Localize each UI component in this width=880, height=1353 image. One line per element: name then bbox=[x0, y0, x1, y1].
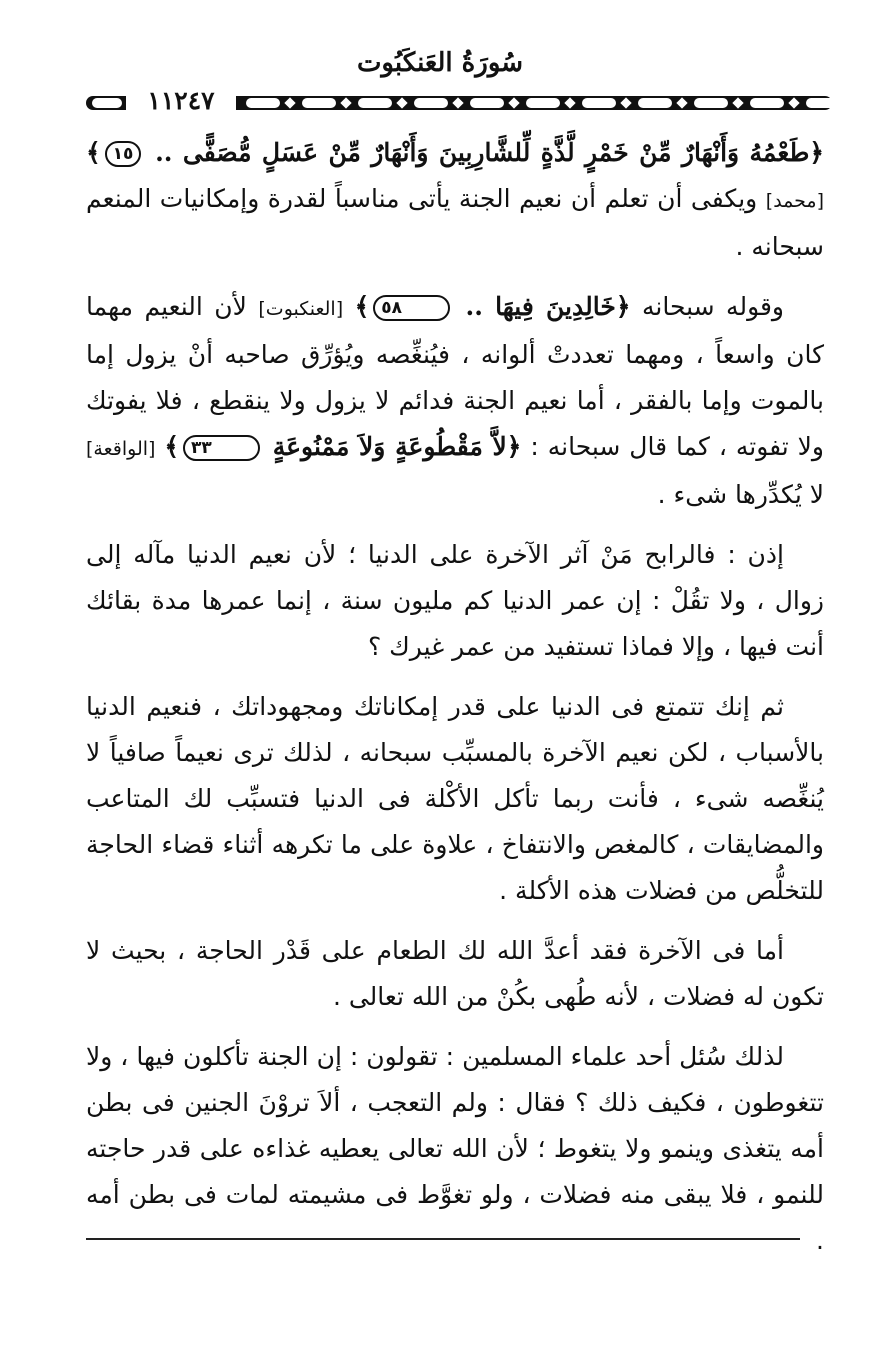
page-body bbox=[86, 130, 824, 1278]
ornament-link bbox=[414, 98, 448, 108]
ornament-link bbox=[638, 98, 672, 108]
quran-verse: خَالِدِينَ فِيهَا .. bbox=[465, 292, 616, 321]
quran-bracket-open: ﴿ bbox=[809, 138, 824, 167]
surah-reference: [الواقعة] bbox=[86, 438, 156, 460]
ornament-link bbox=[526, 98, 560, 108]
quran-verse: طَعْمُهُ وَأَنْهَارٌ مِّنْ خَمْرٍ لَّذَّةٍ لِّلشَّارِبِينَ وَأَنْهَارٌ مِّنْ عَسَلٍ مُّصَفًّى .. bbox=[155, 138, 810, 167]
ornament-link bbox=[302, 98, 336, 108]
footer-rule bbox=[86, 1238, 800, 1240]
surah-reference: [العنكبوت] bbox=[258, 298, 344, 320]
paragraph-6: لذلك سُئل أحد علماء المسلمين : تقولون : إن الجنة تأكلون فيها ، ولا تتغوطون ، فكيف ذلك ؟ فقال : ولم التعجب ، ألاَ تروْنَ الجنين فى بطن أمه يتغذى وينمو ولا يتغوط ؛ لأن الله تعالى يعطيه غذاءه على قدر حاجته للنمو ، فلا يبقى منه فضلات ، ولو تغوَّط فى مشيمته لمات فى بطن أمه . bbox=[86, 1042, 824, 1255]
ornament-link bbox=[358, 98, 392, 108]
ornament-link bbox=[582, 98, 616, 108]
paragraph-1 bbox=[86, 130, 824, 270]
paragraph-2 bbox=[86, 284, 824, 518]
paragraph-text: ويكفى أن تعلم أن نعيم الجنة يأتى مناسباً لقدرة وإمكانيات المنعم سبحانه . bbox=[86, 184, 824, 261]
page-number: ١١٢٤٧ bbox=[126, 84, 236, 118]
quran-bracket-close: ﴾ bbox=[86, 138, 101, 167]
quran-bracket-open: ﴿ bbox=[506, 432, 522, 461]
quran-bracket-close: ﴾ bbox=[164, 432, 180, 461]
quran-bracket-close: ﴾ bbox=[354, 292, 370, 321]
paragraph-text: لأن النعيم مهما كان واسعاً ، ومهما تعددتْ ألوانه ، فيُنغِّصه ويُؤرِّق صاحبه أنْ يزول إما بالموت وإما بالفقر ، أما نعيم الجنة فدائم لا يزول ولا ينقطع ، فلا يفوتك ولا تفوته ، كما قال سبحانه : bbox=[86, 292, 824, 461]
ornament-link bbox=[92, 98, 122, 108]
ayah-number: ١٥ bbox=[105, 141, 142, 167]
paragraph-text: لا يُكدِّرها شىء . bbox=[657, 480, 824, 509]
quran-verse: لاَّ مَقْطُوعَةٍ وَلاَ مَمْنُوعَةٍ bbox=[272, 432, 507, 461]
ayah-number: ٥٨ bbox=[373, 295, 450, 321]
ornament-link bbox=[694, 98, 728, 108]
ornament-link bbox=[806, 98, 832, 108]
quran-bracket-open: ﴿ bbox=[615, 292, 631, 321]
surah-title: سُورَةُ العَنكَبُوت bbox=[356, 48, 524, 78]
ayah-number: ٣٣ bbox=[183, 435, 260, 461]
ornament-link bbox=[750, 98, 784, 108]
paragraph-4: ثم إنك تتمتع فى الدنيا على قدر إمكاناتك ومجهوداتك ، فنعيم الدنيا بالأسباب ، لكن نعيم الآخرة بالمسبِّب سبحانه ، لذلك ترى نعيماً صافياً لا يُنغِّصه شىء ، فأنت ربما تأكل الأكْلة فى الدنيا فتسبِّب لك المتاعب والمضايقات ، كالمغص والانتفاخ ، علاوة على ما تكرهه أثناء قضاء الحاجة للتخلُّص من فضلات هذه الأكلة . bbox=[86, 692, 824, 905]
ornament-link bbox=[470, 98, 504, 108]
paragraph-3: إذن : فالرابح مَنْ آثر الآخرة على الدنيا ؛ لأن نعيم الدنيا مآله إلى زوال ، ولا تقُلْ : إن عمر الدنيا كم مليون سنة ، إنما عمرها مدة بقائك أنت فيها ، وإلا فماذا تستفيد من عمر غيرك ؟ bbox=[86, 540, 824, 661]
surah-reference: [محمد] bbox=[765, 190, 825, 212]
paragraph-text: وقوله سبحانه bbox=[641, 292, 785, 321]
ornament-link bbox=[246, 98, 280, 108]
paragraph-5: أما فى الآخرة فقد أعدَّ الله لك الطعام على قَدْر الحاجة ، بحيث لا تكون له فضلات ، لأنه طُهى بكُنْ من الله تعالى . bbox=[86, 936, 824, 1011]
